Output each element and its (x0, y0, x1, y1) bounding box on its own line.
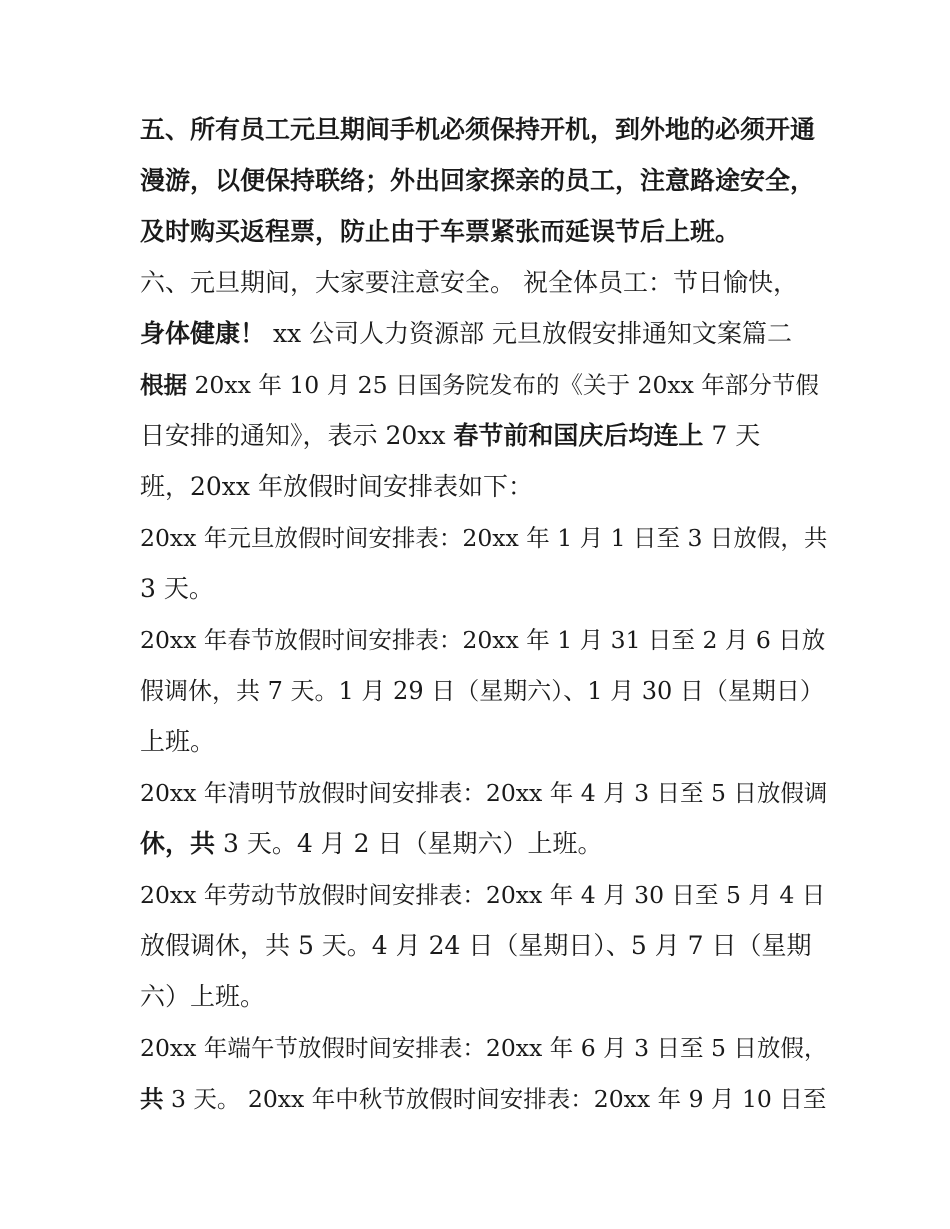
text-line-5 (140, 317, 830, 351)
text-line-20 (140, 1082, 830, 1116)
text-run: 假调休，共 7 天。1 月 29 日（星期六）、1 月 30 日（星期日） (140, 677, 824, 705)
text-run: 休，共 (140, 829, 216, 858)
text-line-19 (140, 1031, 830, 1065)
text-run: 3 天。 20xx 年中秋节放假时间安排表：20xx 年 9 月 10 日至 (163, 1085, 827, 1113)
text-run: 春节前和国庆后均连上 (453, 421, 704, 450)
text-run: 班，20xx 年放假时间安排表如下： (140, 472, 533, 501)
text-line-17 (140, 929, 830, 963)
text-line-1 (140, 113, 830, 147)
text-line-9 (140, 521, 830, 555)
text-run: 上班。 (140, 727, 216, 756)
text-run: 20xx 年端午节放假时间安排表：20xx 年 6 月 3 日至 5 日放假， (140, 1034, 828, 1062)
text-run: 3 天。4 月 2 日（星期六）上班。 (215, 829, 603, 858)
text-line-18 (140, 980, 830, 1014)
text-line-12 (140, 674, 830, 708)
text-run: 身体健康！ (140, 319, 266, 348)
text-line-16 (140, 878, 830, 912)
text-line-4 (140, 266, 830, 300)
text-line-10 (140, 572, 830, 606)
text-line-8 (140, 470, 830, 504)
text-run: 20xx 年春节放假时间安排表：20xx 年 1 月 31 日至 2 月 6 日放 (140, 626, 826, 654)
text-run: 六、元旦期间，大家要注意安全。 祝全体员工：节日愉快， (140, 268, 798, 297)
text-run: 共 (140, 1085, 164, 1113)
text-run: 六）上班。 (140, 982, 266, 1011)
text-run: 3 天。 (140, 574, 214, 603)
text-run: 20xx 年 10 月 25 日国务院发布的《关于 20xx 年部分节假 (187, 371, 819, 399)
text-run: 7 天 (703, 421, 761, 450)
text-run: 根据 (140, 371, 187, 399)
text-line-11 (140, 623, 830, 657)
text-run: xx 公司人力资源部 元旦放假安排通知文案篇二 (265, 319, 793, 348)
text-run: 20xx 年清明节放假时间安排表：20xx 年 4 月 3 日至 5 日放假调 (140, 779, 828, 807)
text-line-6 (140, 368, 830, 402)
text-run: 漫游，以便保持联络；外出回家探亲的员工，注意路途安全， (140, 166, 816, 195)
text-line-13 (140, 725, 830, 759)
text-run: 五、所有员工元旦期间手机必须保持开机，到外地的必须开通 (140, 115, 816, 144)
text-line-7 (140, 419, 830, 453)
text-run: 20xx 年元旦放假时间安排表：20xx 年 1 月 1 日至 3 日放假，共 (140, 524, 828, 552)
text-run: 及时购买返程票，防止由于车票紧张而延误节后上班。 (140, 217, 741, 246)
text-run: 20xx 年劳动节放假时间安排表：20xx 年 4 月 30 日至 5 月 4 日 (140, 881, 826, 909)
text-line-14 (140, 776, 830, 810)
text-line-15 (140, 827, 830, 861)
text-line-3 (140, 215, 830, 249)
text-line-2 (140, 164, 830, 198)
text-run: 日安排的通知》，表示 20xx (140, 421, 454, 450)
text-run: 放假调休，共 5 天。4 月 24 日（星期日）、5 月 7 日（星期 (140, 931, 812, 960)
